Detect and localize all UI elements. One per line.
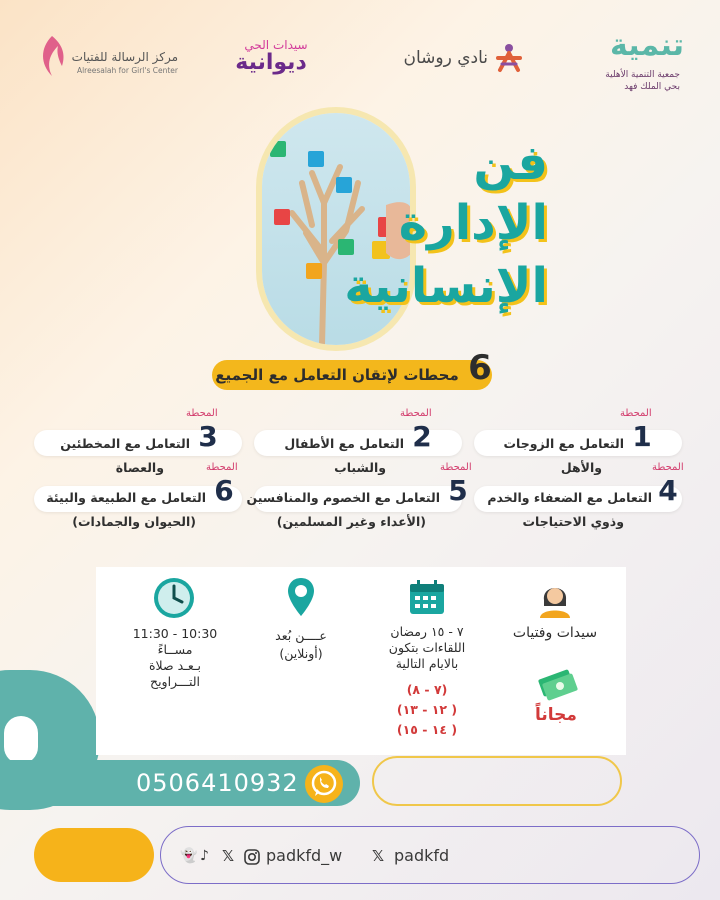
station-6-number: 6 — [214, 474, 234, 507]
station-4-line1: التعامل مع الضعفاء والخدم — [487, 490, 652, 505]
instagram-icon[interactable] — [244, 849, 260, 865]
tanmia-logo-sub1: جمعية التنمية الأهلية — [605, 70, 680, 80]
station-3-number: 3 — [198, 420, 218, 453]
station-1-tag: المحطة — [620, 408, 652, 419]
station-4-number: 4 — [658, 474, 678, 507]
x-icon[interactable]: 𝕏 — [372, 847, 385, 865]
social-handle-left[interactable]: padkfd_w — [266, 846, 343, 865]
diwaniya-logo-sub: سيدات الحي — [244, 38, 308, 52]
station-5-line1: التعامل مع الخصوم والمنافسين — [246, 490, 440, 505]
dates-list-item: ( ١٤ - ١٥) — [396, 722, 458, 737]
station-3-line1: التعامل مع المخطئين — [60, 436, 190, 451]
station-6-tag: المحطة — [206, 462, 238, 473]
snapchat-icon[interactable]: 👻 — [180, 848, 198, 864]
roshan-logo-text: نادي روشان — [403, 48, 488, 68]
x-icon[interactable]: 𝕏 — [222, 847, 235, 865]
station-5-line2: (الأعداء وغير المسلمين) — [276, 514, 426, 529]
woman-icon — [536, 578, 574, 618]
decorative-outline-pill — [372, 756, 622, 806]
station-2-tag: المحطة — [400, 408, 432, 419]
calendar-icon — [408, 578, 446, 616]
decorative-yellow-pill — [34, 828, 154, 882]
alreesalah-logo-en: Alreesalah for Girl's Center — [76, 66, 178, 75]
station-2-line2: والشباب — [334, 460, 386, 475]
time-line1: 10:30 - 11:30 — [132, 626, 218, 641]
dates-line3: بالايام التالية — [395, 656, 459, 671]
station-1-line1: التعامل مع الزوجات — [503, 436, 624, 451]
stations-banner-text: محطات لإتقان التعامل مع الجميع — [215, 366, 459, 384]
phone-number[interactable]: 0506410932 — [136, 769, 299, 797]
stations-banner-number: 6 — [468, 348, 492, 388]
headline-line3: الإنسانية — [344, 258, 548, 314]
headline-line1: فن — [473, 135, 548, 191]
audience-text: سيدات وفتيات — [512, 625, 598, 641]
station-1-number: 1 — [632, 420, 652, 453]
station-5-tag: المحطة — [440, 462, 472, 473]
tiktok-icon[interactable]: ♪ — [200, 848, 209, 864]
station-4-tag: المحطة — [652, 462, 684, 473]
money-icon — [536, 664, 580, 702]
station-2-number: 2 — [412, 420, 432, 453]
roshan-star-icon — [492, 42, 526, 76]
diwaniya-logo-text: ديوانية — [235, 50, 307, 75]
alreesalah-logo-ar: مركز الرسالة للفتيات — [71, 50, 178, 64]
dates-list-item: (٧ - ٨) — [406, 682, 448, 697]
whatsapp-icon[interactable] — [304, 764, 344, 804]
headline-line2: الإدارة — [398, 195, 548, 251]
social-handle-right[interactable]: padkfd — [394, 846, 450, 865]
station-2-line1: التعامل مع الأطفال — [284, 436, 404, 451]
time-line3: بـعـد صلاة — [149, 658, 201, 673]
station-4-line2: وذوي الاحتياجات — [522, 514, 624, 529]
time-line4: التـــراويح — [150, 674, 200, 689]
station-1-line2: والأهل — [560, 460, 602, 475]
station-5-number: 5 — [448, 474, 468, 507]
location-pin-icon — [286, 576, 316, 618]
stations-banner — [212, 360, 492, 390]
station-6-line1: التعامل مع الطبيعة والبيئة — [46, 490, 206, 505]
dates-list-item: ( ١٢ - ١٣) — [396, 702, 458, 717]
alreesalah-flame-icon — [36, 34, 68, 78]
tanmia-logo-name: تنمية — [610, 28, 685, 63]
location-line1: عــــن بُعد — [275, 628, 327, 643]
station-3-line2: والعصاة — [115, 460, 164, 475]
location-line2: (أونلاين) — [279, 646, 323, 661]
tanmia-logo-sub2: بحي الملك فهد — [624, 82, 680, 92]
free-text: مجاناً — [535, 705, 577, 725]
dates-line2: اللقاءات بتكون — [388, 640, 466, 655]
dates-line1: ٧ - ١٥ رمضان — [390, 624, 464, 639]
time-line2: مســاءً — [157, 642, 193, 657]
station-6-line2: (الحيوان والجمادات) — [72, 514, 196, 529]
station-3-tag: المحطة — [186, 408, 218, 419]
clock-icon — [152, 576, 196, 620]
